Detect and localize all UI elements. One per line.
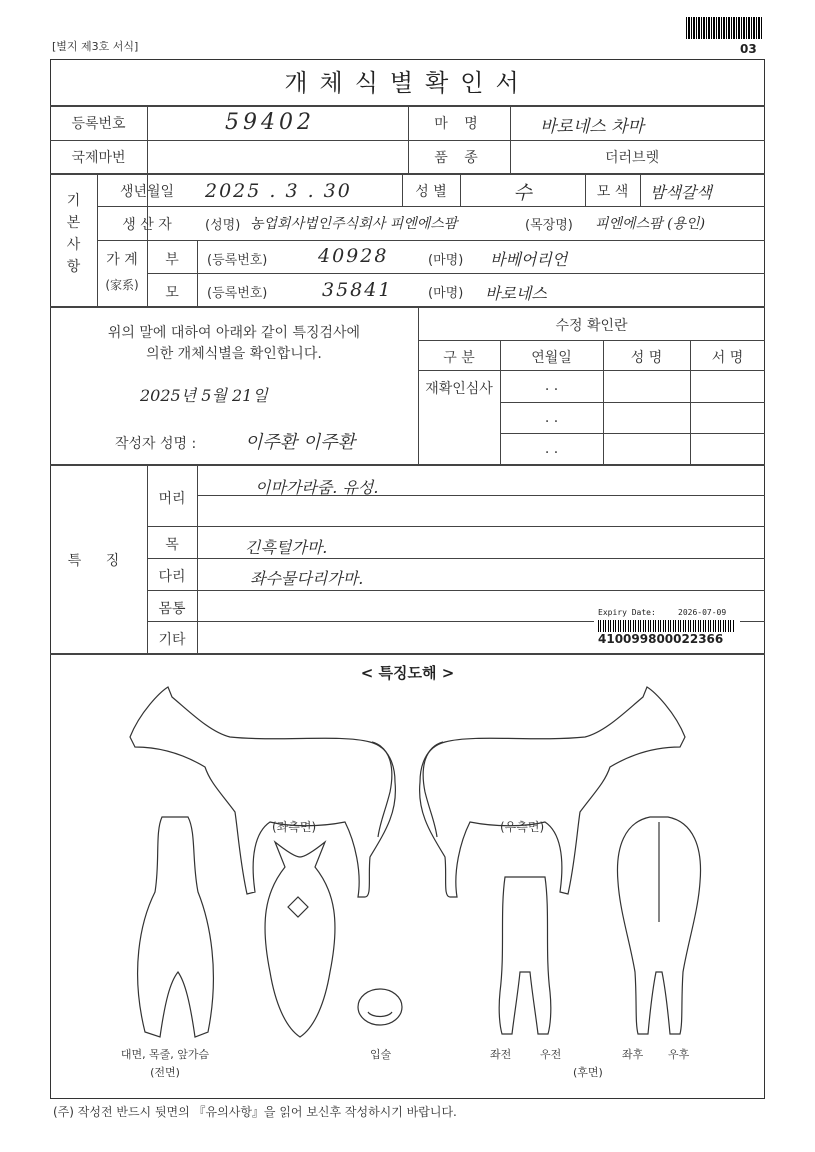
sire-name-prefix: (마명) xyxy=(428,253,464,268)
muzzle-caption: 입술 xyxy=(370,1048,392,1061)
sire-label: 부 xyxy=(165,252,179,268)
right-side-label: (우측면) xyxy=(500,820,545,834)
neck-value: 긴흑털가마. xyxy=(245,538,328,557)
top-barcode xyxy=(686,17,762,39)
front-left-caption: 좌전 xyxy=(490,1048,512,1061)
breeder-name-prefix: (성명) xyxy=(205,218,241,233)
horse-left-side-icon xyxy=(130,687,395,897)
revision-date-2: . . xyxy=(544,410,559,426)
expiry-value: 2026-07-09 xyxy=(678,608,727,617)
horse-front-legs-icon xyxy=(499,877,551,1034)
horse-rear-view-icon xyxy=(617,817,700,1034)
horse-name-label: 마 명 xyxy=(434,116,484,132)
birth-value: 2025 . 3 . 30 xyxy=(205,180,352,202)
horse-right-side-icon xyxy=(420,687,685,897)
breed-label: 품 종 xyxy=(434,150,484,166)
form-label: [별지 제3호 서식] xyxy=(52,40,139,53)
statement-line2: 의한 개체식별을 확인합니다. xyxy=(146,346,322,362)
head-label: 머리 xyxy=(158,491,186,507)
revision-col-date: 연월일 xyxy=(531,350,572,366)
page-number: 03 xyxy=(740,42,757,56)
expiry-sticker xyxy=(594,608,740,648)
horse-head-front-icon xyxy=(265,842,335,1037)
dam-name-value: 바로네스 xyxy=(485,284,547,303)
horse-muzzle-icon xyxy=(358,989,402,1025)
body-label: 몸통 xyxy=(158,601,186,617)
writer-label: 작성자 성명 : xyxy=(115,436,197,452)
coat-label: 모 색 xyxy=(596,184,629,200)
sticker-barcode xyxy=(598,620,734,632)
sire-reg-value: 40928 xyxy=(318,245,389,267)
revision-col-type: 구 분 xyxy=(443,350,475,366)
dam-reg-value: 35841 xyxy=(322,279,393,301)
hind-right-caption: 우후 xyxy=(668,1048,690,1061)
breeder-name-value: 농업회사법인주식회사 피엔에스팜 xyxy=(250,216,458,232)
confirm-date: 2025년 5월 21일 xyxy=(140,386,268,405)
revision-col-name: 성 명 xyxy=(630,350,663,366)
horse-diagram xyxy=(50,672,765,1067)
lineage-label: 가 계 xyxy=(106,252,138,268)
birth-label: 생년월일 xyxy=(119,184,175,200)
sire-reg-prefix: (등록번호) xyxy=(207,253,268,268)
sire-name-value: 바베어리언 xyxy=(490,250,568,269)
breeder-label: 생 산 자 xyxy=(122,217,172,233)
other-label: 기타 xyxy=(158,632,186,648)
revision-row-label: 재확인심사 xyxy=(425,381,493,397)
front-right-caption: 우전 xyxy=(540,1048,562,1061)
revision-date-3: . . xyxy=(544,441,559,457)
hind-left-caption: 좌후 xyxy=(622,1048,644,1061)
diagram-title: < 특징도해 > xyxy=(360,664,455,682)
left-side-label: (좌측면) xyxy=(272,820,317,834)
footer-note: (주) 작성전 반드시 뒷면의 『유의사항』을 읽어 보신후 작성하시기 바랍니다. xyxy=(53,1105,457,1119)
rear-view-caption: (후면) xyxy=(573,1066,603,1079)
head-value: 이마가라줌. 유성. xyxy=(255,478,379,497)
dam-label: 모 xyxy=(165,285,179,301)
revision-title: 수정 확인란 xyxy=(555,318,628,334)
sex-value: 수 xyxy=(513,182,532,204)
reg-no-label: 등록번호 xyxy=(71,116,126,132)
coat-value: 밤색갈색 xyxy=(650,183,712,202)
breed-value: 더러브렛 xyxy=(605,150,660,166)
revision-col-sign: 서 명 xyxy=(711,350,744,366)
features-label: 특 징 xyxy=(67,553,130,569)
neck-label: 목 xyxy=(165,537,179,553)
expiry-label: Expiry Date: xyxy=(598,608,656,617)
intl-no-label: 국제마번 xyxy=(71,150,126,166)
farm-value: 피엔에스팜 (용인) xyxy=(595,216,706,232)
statement-line1: 위의 말에 대하여 아래와 같이 특징검사에 xyxy=(107,325,361,341)
front-caption: 대면, 목줄, 앞가슴 xyxy=(120,1048,210,1061)
sex-label: 성 별 xyxy=(415,184,447,200)
dam-name-prefix: (마명) xyxy=(428,286,464,301)
farm-prefix: (목장명) xyxy=(525,218,573,233)
horse-front-view-icon xyxy=(138,817,214,1037)
basic-section-label: 기본사항 xyxy=(66,193,81,275)
writer-value: 이주환 이주환 xyxy=(245,432,356,453)
reg-no-value: 59402 xyxy=(225,110,315,135)
horse-name-value: 바로네스 차마 xyxy=(540,117,644,137)
front-view-caption: (전면) xyxy=(150,1066,180,1079)
form-title: 개체식별확인서 xyxy=(284,69,531,97)
lineage-hanja: (家系) xyxy=(105,278,139,292)
revision-date-1: . . xyxy=(544,378,559,394)
dam-reg-prefix: (등록번호) xyxy=(207,286,268,301)
leg-value: 좌수물다리가마. xyxy=(250,569,364,588)
sticker-code: 410099800022366 xyxy=(598,632,724,646)
leg-label: 다리 xyxy=(158,569,186,585)
